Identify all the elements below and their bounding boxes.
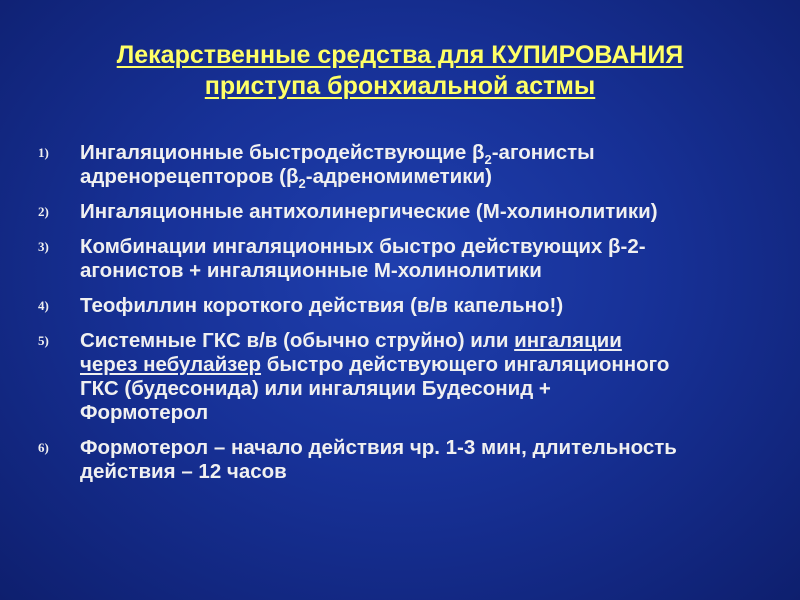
drug-list (38, 141, 783, 495)
item-line (80, 141, 783, 168)
item-number: 2) (38, 204, 49, 219)
item-line (80, 353, 783, 377)
item-text: быстро действующего ингаляционного (261, 353, 670, 376)
item-subscript: 2 (298, 176, 306, 192)
item-line: Формотерол – начало действия чр. 1-3 мин, длительность (80, 436, 677, 459)
item-line: Формотерол (80, 401, 209, 424)
list-item (38, 329, 783, 425)
item-text: Системные ГКС в/в (обычно струйно) или (80, 329, 515, 352)
item-underlined-text: через небулайзер (80, 353, 262, 376)
item-number: 6) (38, 440, 49, 455)
list-item (38, 436, 783, 484)
item-number: 5) (38, 333, 49, 348)
item-line (80, 165, 783, 192)
item-line: агонистов + ингаляционные М-холинолитики (80, 259, 542, 282)
item-text: -агонисты (491, 141, 595, 164)
list-item (38, 235, 783, 283)
list-item (38, 294, 783, 318)
item-line: Теофиллин короткого действия (в/в капельно!) (80, 294, 564, 317)
list-item (38, 141, 783, 192)
item-line: Ингаляционные антихолинергические (М-холинолитики) (80, 200, 658, 223)
item-line: действия – 12 часов (80, 460, 287, 483)
item-line (80, 329, 783, 353)
item-subscript: 2 (484, 152, 492, 168)
list-item (38, 200, 783, 224)
item-number: 1) (38, 145, 49, 160)
item-number: 3) (38, 239, 49, 254)
slide-title (0, 40, 800, 102)
item-text: Ингаляционные быстродействующие β (80, 141, 485, 164)
item-underlined-text: ингаляции (514, 329, 622, 352)
title-line-1: Лекарственные средства для КУПИРОВАНИЯ (116, 41, 684, 69)
item-text: -адреномиметики) (305, 165, 492, 188)
item-text: адренорецепторов (β (80, 165, 299, 188)
item-number: 4) (38, 298, 49, 313)
item-line: ГКС (будесонида) или ингаляции Будесонид + (80, 377, 551, 400)
item-line: Комбинации ингаляционных быстро действующих β-2- (80, 235, 646, 258)
title-line-2: приступа бронхиальной астмы (204, 72, 596, 100)
